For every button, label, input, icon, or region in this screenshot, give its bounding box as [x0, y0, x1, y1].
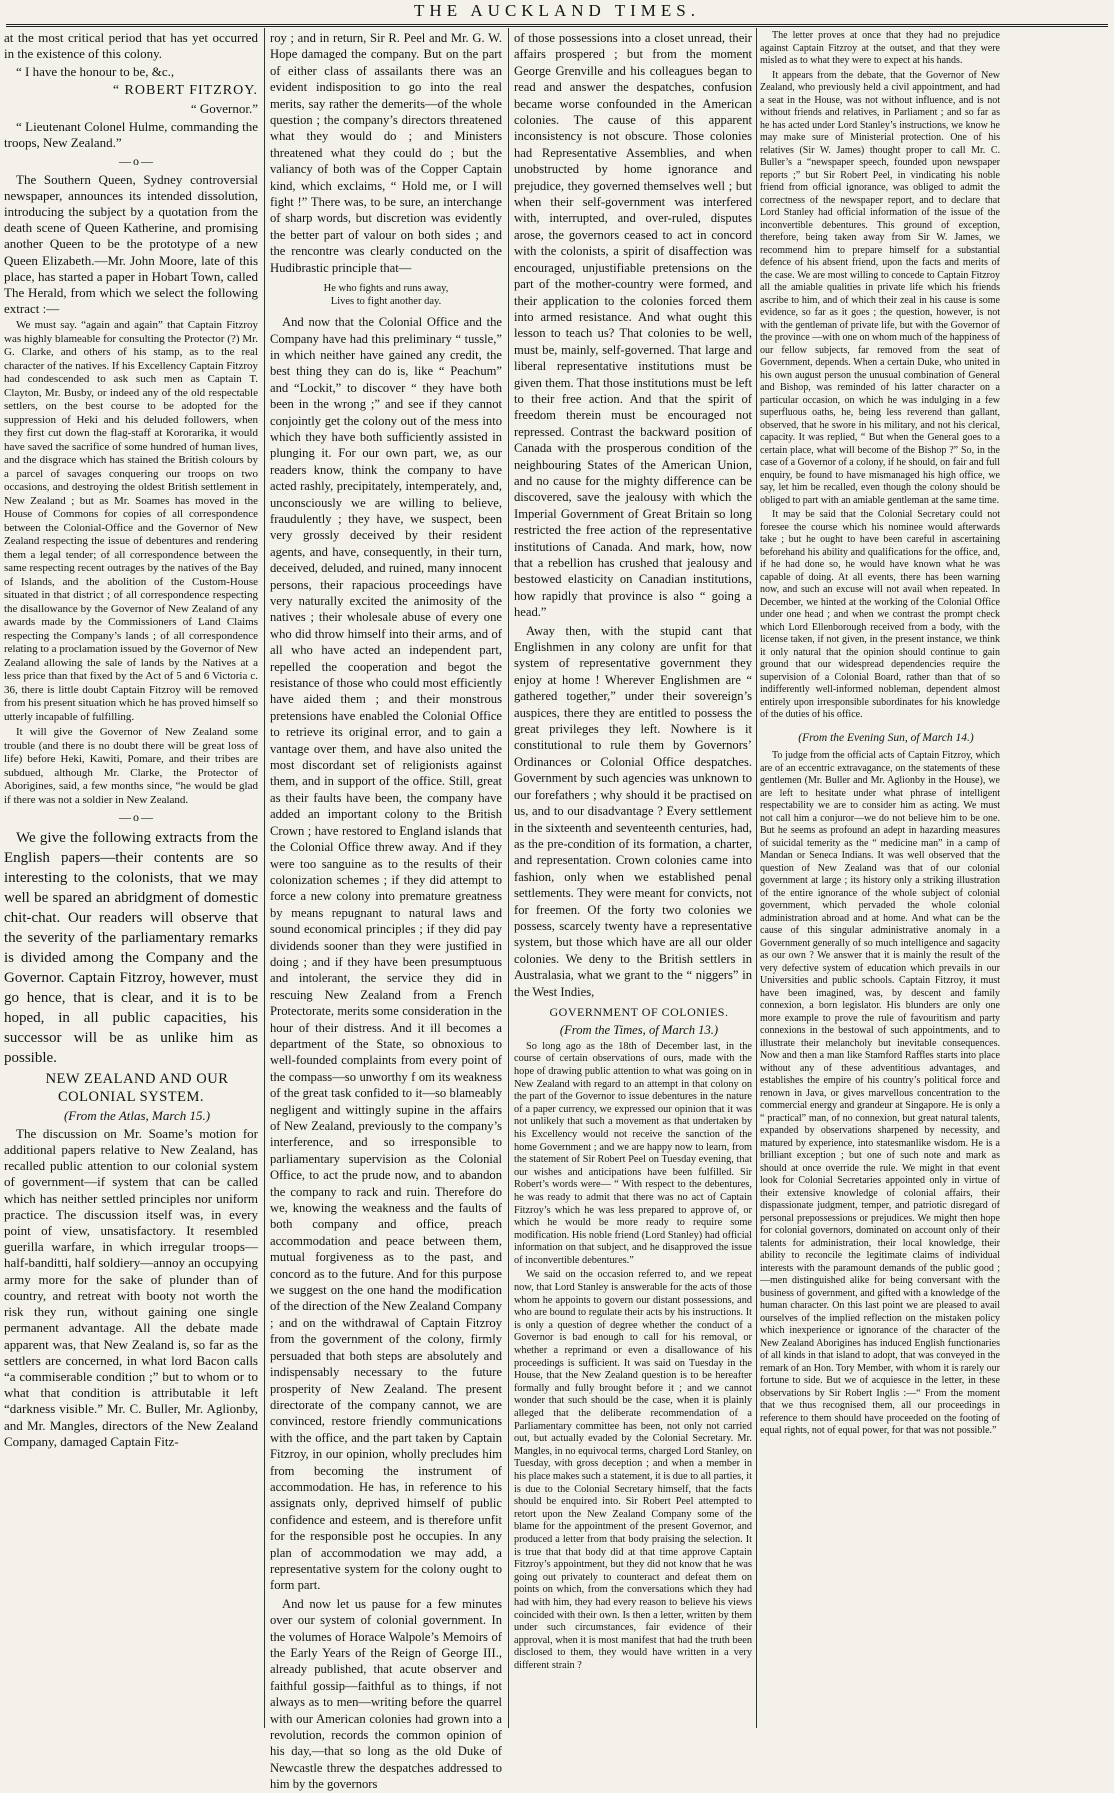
paragraph: The Southern Queen, Sydney controversial newspaper, announces its intended dissolution, introducing the subject by a quotation from the death scene of Queen Katherine, and promising another Queen to be the prototype of a new Queen Elizabeth.—Mr. John Moore, late of this place, has started a paper in Hobart Town, called The Herald, from which we select the following extract :— — [4, 171, 258, 317]
paragraph: “ I have the honour to be, &c., — [16, 64, 175, 80]
paragraph: And now let us pause for a few minutes over our system of colonial government. In the volumes of Horace Walpole’s Memoirs of the Early Years of the Reign of George III., already published, that acute observer and faithful gossip—faithful as to things, if not always as to men—writing before the quarrel with our American colonies had grown into a revolution, records the common opinion of his day,—that so long as the old Duke of Newcastle threw the despatches addressed to him by the governors — [270, 1596, 502, 1792]
column-4 — [760, 30, 1000, 1722]
column-divider — [264, 28, 265, 1728]
masthead: THE AUCKLAND TIMES. — [414, 1, 700, 20]
article-source: (From the Times, of March 13.) — [559, 1023, 719, 1038]
article-heading: GOVERNMENT OF COLONIES. — [549, 1004, 729, 1019]
column-1 — [4, 30, 258, 1722]
paragraph: “ Lieutenant Colonel Hulme, commanding the troops, New Zealand.” — [4, 119, 258, 151]
column-divider — [756, 28, 757, 1728]
verse-line: He who fights and runs away, — [323, 283, 449, 295]
verse-quote — [270, 282, 502, 308]
paragraph: So long ago as the 18th of December last, in the course of certain observations of ours, made with the hope of drawing public attention to what was going on in New Zealand with regard to an attempt in that colony on the part of the Governor to issue debentures in the nature of a paper currency, we expressed our opinion that it was not unlikely that such a movement as that undertaken by his Excellency would not receive the sanction of the home Government ; and we are happy now to learn, from the statement of Sir Robert Peel on Tuesday evening, that our wishes and anticipations have been fulfilled. Sir Robert’s words were— “ With respect to the debentures, he was ready to admit that there was no act of Captain Fitzroy’s which he was less prepared to approve of, or which he would be more ready to require some modification. His noble friend (Lord Stanley) had official information on that subject, and he disapproved the issue of inconvertible debentures.” — [514, 1040, 752, 1266]
paragraph: Away then, with the stupid cant that Englishmen in any colony are unfit for that system of representative government they enjoy at home ! Wherever Englishmen are “ gathered together,” under their sovereign’s auspices, there they are entitled to possess the great privileges they left. Nowhere is it constitutional to rule them by Governors’ Ordinances or Colonial Office despatches. Government by such agencies was unknown to our forefathers ; why should it be practised on us, and to our disadvantage ? Every settlement in the sixteenth and seventeenth centuries, had, as the pre-condition of its formation, a charter, and representation. Crown colonies came into fashion, only when we established penal settlements. They were meant for convicts, not for freemen. Of the forty two colonies we possess, scarcely twenty have a representative system, but those which have are all our older colonies. We deny to the British settlers in Australasia, what we grant to the “ niggers” in the West Indies, — [514, 623, 752, 999]
masthead-rule — [6, 24, 1108, 27]
paragraph: To judge from the official acts of Captain Fitzroy, which are of an eccentric extravagance, on the statements of these gentlemen (Mr. Buller and Mr. Aglionby in the House), we are left to hesitate under what phrase of intelligent respectability we are to consider him as acting. We must not call him a conjuror—we do not believe him to be one. But he seems as profound an adept in hazarding measures of suicidal temerity as the “ medicine man” in a camp of Mandan or Seneca Indians. It was well observed that the question of New Zealand was that of our colonial government at large ; its history only a striking illustration of the entire ignorance of the whole subject of colonial government, which pervaded the whole colonial administration abroad and at home. And what can be the cause of this singular administrative anomaly in a Government generally of so much intelligence and sagacity as our own ? We answer that it is mainly the result of the very defective system of education which prevails in our Universities and public schools. Captain Fitzroy, it must have been imagined, was, by descent and family connexion, a born legislator. His blunders are only one more example to prove the rule of favouritism and party connexions in the bestowal of such appointments, and to illustrate their melancholy but inevitable consequences. Now and then a man like Stamford Raffles starts into place without any of these adventitious advantages, and establishes the empire of his country’s political force and renown in Java, or gives marvellous concentration to the commercial energy and grandeur at Singapore. He is only a “ practical” man, of no connexion, but great natural talents, expanded by observations sharpened by necessity, and matured by experience, into statesmanlike wisdom. He is a brilliant exception ; but one of such note and mark as should at once override the rule. We might in that event look for Colonial Secretaries appointed only in virtue of their extensive knowledge of colonial affairs, their dispassionate judgment, temper, and patriotic disregard of personal prepossessions or prejudices. We might then hope for colonial governors, dominated on account only of their talents for administration, their local knowledge, their ability to reconcile the legitimate claims of individual interests with the paramount demands of the public good ;—men distinguished alike for being conversant with the business of government, and gifted with a knowledge of the human character. On this last point we are pleased to avail ourselves of the implied reflection on the mistaken policy which inexperience or ignorance of the character of the New Zealand Aborigines has induced English functionaries of all kinds in that island to adopt, that was conveyed in the remark of an Hon. Tory Member, with whom it is rarely our fortune to side. But we of acquiesce in the letter, in these observations by Sir Robert Inglis :—“ From the moment that we thus recognised them, all our proceedings in reference to them should have proceeded on the footing of equal rights, not of equal power, for that was not possible.” — [760, 750, 1000, 1436]
separator: —o— — [119, 810, 155, 825]
paragraph: roy ; and in return, Sir R. Peel and Mr. G. W. Hope damaged the company. But on the part of either class of assailants there was an evident indisposition to go into the real merits, say rather the demerits—of the whole question ; the company’s directors threatened what they would do ; and Ministers threatened what they could do ; but the valiancy of both was of the Copper Captain kind, which exclaims, “ Hold me, or I will fight !” There was, to be sure, an interchange of sharp words, but discretion was evidently the better part of valour on both sides ; and the rencontre was clearly conducted on the Hudibrastic principle that— — [270, 31, 502, 275]
article-heading: NEW ZEALAND AND OUR COLONIAL SYSTEM. — [45, 1070, 229, 1105]
signature-name: “ ROBERT FITZROY. — [112, 82, 258, 98]
paragraph: We give the following extracts from the English papers—their contents are so interesting to the colonists, that we may well be spared an abridgment of domestic chit-chat. Our readers will observe that the severity of the parliamentary remarks is divided among the Company and the Governor. Captain Fitzroy, however, must go hence, that is clear, and it is to be hoped, in all public capacities, his successor will be as unlike him as possible. — [4, 829, 258, 1066]
paragraph: of those possessions into a closet unread, their affairs prospered ; but from the moment George Grenville and his colleagues began to read and answer the despatches, confusion became worse confounded in the American colonies. The cause of this apparent inconsistency is not obscure. Those colonies had Representative Assemblies, and when unobstructed by home ignorance and prejudice, they governed themselves well ; but when their self-government was interfered with, interrupted, and over-ruled, disputes arose, the governors ceased to act in concord with the colonists, a spirit of disaffection was encouraged, unjustifiable pretensions on the part of the mother-country were formed, and their application to the colonies forced them into armed resistance. And what ought this lesson to teach us? That colonies to be well, must be, mainly, self-governed. That large and liberal representative institutions must be given them. That those institutions must be left to their free action. And that the spirit of freedom therein must be encouraged not repressed. Contrast the backward position of Canada with the prosperous condition of the neighbouring States of the American Union, and no cause for the mighty difference can be discovered, save the jealousy with which the Imperial Government of Great Britain so long restricted the free action of the representative institutions of Canada. And mark, how, now that a rebellion has crushed that jealousy and bestowed elasticity on Canadian institutions, how rapidly that province is also “ going a head.” — [514, 31, 752, 620]
article-source: (From the Evening Sun, of March 14.) — [798, 731, 974, 744]
separator: —o— — [119, 154, 155, 169]
paragraph: We must say. “again and again” that Captain Fitzroy was highly blameable for consulting the Protector (?) Mr. G. Clarke, and others of his stamp, as to the real character of the natives. If his Excellency Captain Fitzroy had condescended to ask such men as Captain T. Clayton, Mr. Busby, or indeed any of the old respectable settlers, on the best course to be adopted for the suppression of Heki and his deluded followers, when they first cut down the flag-staff at Kororarika, it would have saved the sacrifice of some hundred of human lives, and the disgrace which has stained the British colours by a parcel of savages conquering our troops on two occasions, and destroying the oldest British settlement in New Zealand ; but as Mr. Soames has moved in the House of Commons for copies of all correspondence between the Colonial-Office and the Governor of New Zealand respecting the issue of debentures and rendering them a legal tender; of all correspondence between the same respecting recent outrages by the natives of the Bay of Islands, and the abolition of the Custom-House situated in that district ; of all correspondence respecting the disallowance by the Governor of New Zealand of any awards made by the Commissioners of Land Claims respecting the Company’s lands ; of all correspondence relating to a proclamation issued by the Governor of New Zealand allowing the sale of lands by the Natives at a less price than that fixed by the Act of 5 and 6 Victoria c. 36, there is little doubt Captain Fitzroy will be removed from his present situation which he has proved himself so utterly incapable of fulfilling. — [4, 319, 258, 723]
paragraph: It may be said that the Colonial Secretary could not foresee the course which his nominee would afterwards take ; but he ought to have been careful in ascertaining beforehand his ability and qualifications for the office, and, if he had done so, he would have known what he was capable of doing. At all events, there has been warning now, and such an excuse will not avail when repeated. In December, we hinted at the working of the Colonial Office under one head ; and when we contrast the prompt check which Lord Ellenborough received from a body, with the license taken, if not given, in the present instance, we think it only natural that the opinion should continue to gain ground that our widespread dependencies require the supervision of a Colonial Board, rather than that of so indifferently well-informed nobleman, dependent almost entirely upon irresponsible subordinates for his knowledge of the duties of his office. — [760, 509, 1000, 720]
paragraph: It appears from the debate, that the Governor of New Zealand, who previously held a civil appointment, and had a seat in the House, was not without influence, and is not without friends and relatives, in Parliament ; and so far as he has acted under Lord Stanley’s instructions, we know he may make sure of Ministerial protection. One of his relatives (Sir W. James) thought proper to call Mr. C. Buller’s a “newspaper speech, founded upon newspaper reports ;” but Sir Robert Peel, in vindicating his noble friend from official ignorance, was obliged to admit the correctness of the newspaper report, and to declare that Lord Stanley had official information of the issue of the inconvertible debentures. This ground of exception, therefore, being taken away from Sir W. James, we recommend him to prepare himself for a substantial defence of his absent friend, upon the facts and merits of the case. We are most willing to concede to Captain Fitzroy all the amiable qualities in private life which his friends ascribe to him, and of which their zeal in his cause is some evidence, so far as it goes ; the question, however, is not with the gentleman of private life, but with the Governor of the province —with one on whom much of the happiness of our fellow subjects, far removed from the seat of Government, depends. When a certain Duke, who united in his own august person the unusual combination of General and Bishop, was reminded of his latter character on a particular occasion, on which he was indulging in a few superfluous oaths, he, being less reverend than gallant, observed, that he swore in his military, and not his clerical, capacity. It was replied, “ But when the General goes to a certain place, what will become of the Bishop ?” So, in the case of a Governor of a colony, if he should, on fair and full enquiry, be found to have mismanaged his high office, we say, let him be recalled, even though the colony should be obliged to part with an amiable gentleman at the same time. — [760, 69, 1000, 506]
paragraph: The discussion on Mr. Soame’s motion for additional papers relative to New Zealand, has recalled public attention to our colonial system of government—if system that can be called which has neither settled principles nor uniform practice. The discussion itself was, in every point of view, unsatisfactory. It resembled guerilla warfare, in which irregular troops—half-banditti, half soldiery—annoy an occupying army more for the sake of plunder than of country, and retreat with booty not worth the risk they run, without gaining one single permanent advantage. All the debate made apparent was, that New Zealand is, so far as the settlers are concerned, in what lord Bacon calls “a commiserable condition ;” but to whom or to what that condition is attributable it left “darkness visible.” Mr. C. Buller, Mr. Aglionby, and Mr. Mangles, directors of the New Zealand Company, damaged Captain Fitz- — [4, 1125, 258, 1449]
signature-title: “ Governor.” — [190, 100, 258, 116]
article-source: (From the Atlas, March 15.) — [63, 1107, 211, 1123]
paragraph: And now that the Colonial Office and the Company have had this preliminary “ tussle,” in which neither have gained any credit, the best thing they can do is, like “ Peachum” and “Lockit,” to discover “ they have both been in the wrong ;” and see if they cannot conjointly get the colony out of the mess into which they have both sufficiently assisted in plunging it. For our own part, we, as our readers know, think the company to have acted rashly, precipitately, intemperately, and, unconsciously we are willing to believe, fraudulently ; they have, we suspect, been very grossly deceived by their resident agents, and have, consequently, in their turn, deceived, deluded, and ruined, many innocent persons, their rapacious proceedings have very naturally excited the animosity of the natives ; their wholesale abuse of every one who did throw himself into their arms, and of all who have acted an independent part, repelled the cooperation and begot the resistance of those who could most efficiently have aided them ; and their monstrous pretensions have enabled the Colonial Office to retrieve its original error, and to gain a vantage over them, and have also united the most discordant set of religionists against them, and in support of the office. Still, great as their faults have been, the company have added an important colony to the British Crown ; have restored to England islands that the Colonial Office threw away. And if they were too sanguine as to the results of their colonization schemes ; if they did attempt to force a new colony into premature greatness by means repugnant to natural laws and sound economical principles ; if they did pay dividends sooner than they were justified in doing ; and if they have been presumptuous and intolerant, the service they did in rescuing New Zealand from a French Protectorate, merits some consideration in the hour of their distress. And it ill becomes a department of the State, so obnoxious to well-founded complaints from every point of the compass—so unworthy f om its weakness of the great task confided to it—so blameably negligent and wittingly supine in the affairs of New Zealand, previously to the company’s interference, and so irresponsible to parliamentary supervision as the Colonial Office, to act the prude now, and to abandon the company to rack and ruin. Therefore do we, knowing the weakness and the faults of both company and office, preach accommodation and peace between them, mutual forgiveness as to the past, and concord as to the future. And for this purpose we suggest on the one hand the modification of the direction of the New Zealand Company ; and on the withdrawal of Captain Fitzroy from the government of the colony, firmly persuaded that both steps are absolutely and indispensably necessary to the future prosperity of New Zealand. The present directorate of the company cannot, we are convinced, restore friendly communications with the office, and the part taken by Captain Fitzroy, in our opinion, wholly precludes him from becoming the instrument of accommodation. He has, in reference to his assignats only, deprived himself of public confidence and esteem, and is therefore unfit for the responsible post he occupies. In any plan of accommodation we may add, a representative system for the colony ought to form part. — [270, 315, 502, 1593]
paragraph: We said on the occasion referred to, and we repeat now, that Lord Stanley is answerable for the acts of those whom he appoints to govern our distant possessions, and who are bound to regulate their acts by his instructions. It is only a question of degree whether the conduct of a Governor is bad enough to call for his removal, or whether a reprimand or even a disallowance of his proceedings is sufficient. It was said on Tuesday in the House, that the New Zealand question is to be hereafter formally and fully brought before it ; and we cannot wonder that such should be the case, when it is plainly alleged that the deliberate recommendation of a Parliamentary committee has been, not only not carried out, but actually evaded by the Colonial Secretary. Mr. Mangles, in no equivocal terms, charged Lord Stanley, on Tuesday, with gross deception ; and when a member in his place makes such a statement, it is due to all parties, it is due to the Colonial Secretary himself, that the facts should be enquired into. Sir Robert Peel attempted to retort upon the New Zealand Company some of the blame for the appointment of the present Governor, and produced a letter from that body praising the selection. It is true that that body did at that time approve Captain Fitzroy’s appointment, but they did not know that he was going out privately to counteract and defeat them on points on which, from the conversations which they had had with him, they had every reason to believe his views coincided with their own. Is then a letter, written by them under such circumstances, fair evidence of their approval, when it is most manifest that had the truth been disclosed to them, they would have written in a very different strain ? — [514, 1269, 752, 1671]
paragraph: The letter proves at once that they had no prejudice against Captain Fitzroy at the outset, and that they were misled as to what they were to expect at his hands. — [760, 30, 1000, 66]
column-divider — [508, 28, 509, 1728]
column-3 — [514, 30, 752, 1722]
column-2 — [270, 30, 502, 1792]
verse-line: Lives to fight another day. — [330, 296, 442, 308]
paragraph: It will give the Governor of New Zealand some trouble (and there is no doubt there will be great loss of life) before Heki, Kawiti, Pomare, and their tribes are subdued, although Mr. Clarke, the Protector of Aborigines, said, a few months since, “he would be glad if there was not a soldier in New Zealand. — [4, 726, 258, 806]
paragraph: at the most critical period that has yet occurred in the existence of this colony. — [4, 30, 258, 62]
